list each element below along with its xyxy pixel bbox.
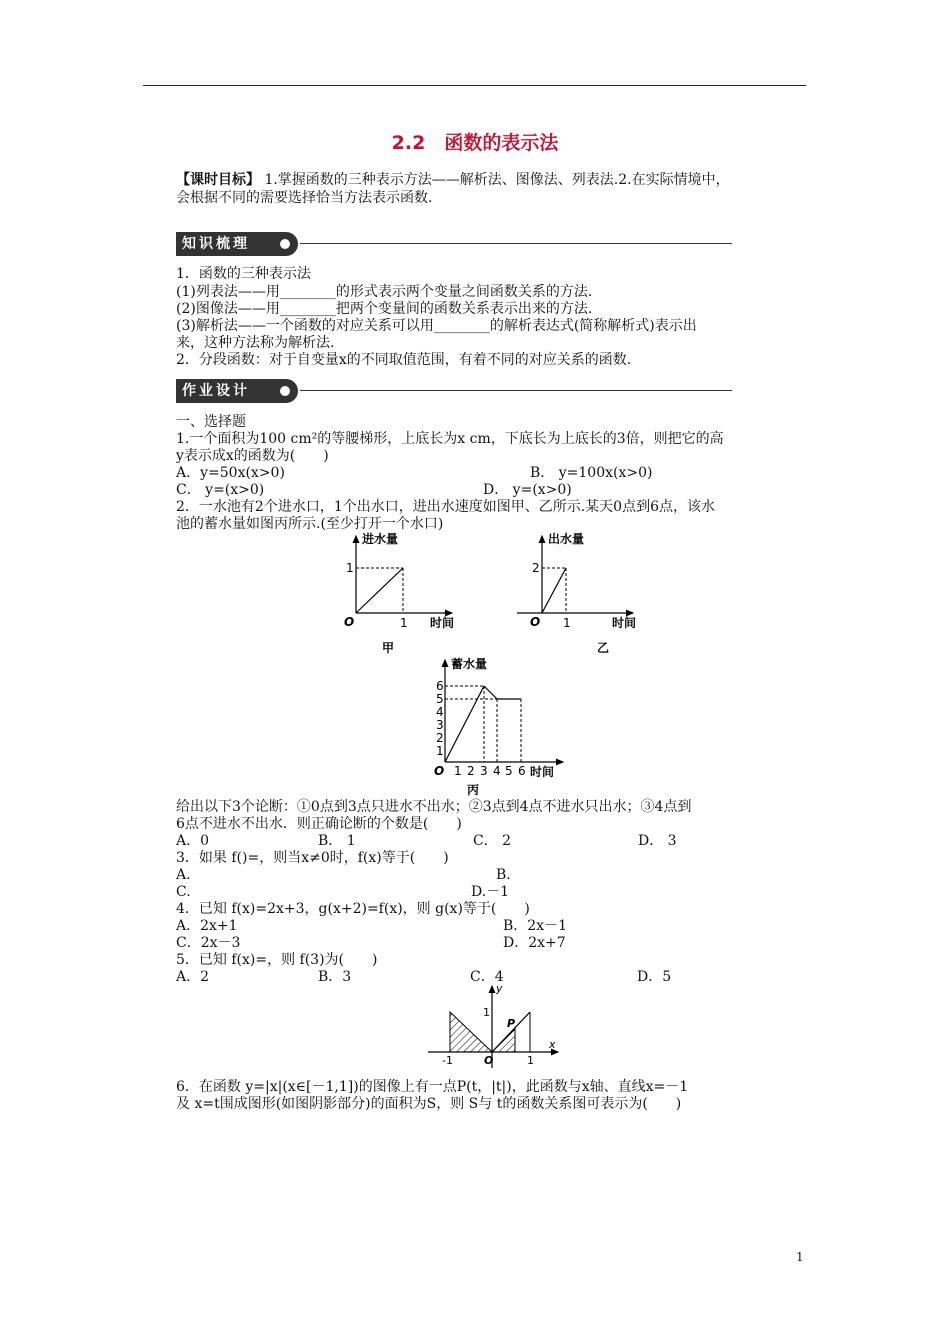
figure-bing	[405, 652, 565, 797]
objective-label: 【课时目标】	[176, 172, 260, 188]
y-tick-label: 4	[436, 705, 444, 719]
q4-option-c: C．2x－3	[176, 935, 241, 951]
q5-option-d: D．5	[637, 969, 672, 985]
question-group-header: 一、选择题	[176, 414, 246, 430]
q3-option-d: D.－1	[471, 884, 510, 900]
y-tick-label: 1	[346, 561, 354, 575]
origin-label: O	[530, 615, 541, 629]
q6-line-1: 6．在函数 y=|x|(x∈[－1,1])的图像上有一点P(t，|t|)，此函数与x轴、直线x=－1	[176, 1079, 689, 1095]
y-tick-label: 2	[436, 731, 444, 745]
x-axis-label: 时间	[612, 616, 637, 630]
page-number: 1	[796, 1250, 804, 1264]
origin-label: O	[344, 615, 355, 629]
q4-option-a: A．2x+1	[176, 918, 238, 934]
x-tick-label: 5	[505, 764, 513, 778]
x-axis-label: 时间	[530, 765, 555, 779]
rate-line	[542, 568, 566, 613]
q2-option-a: A．0	[176, 833, 210, 849]
q3-option-c: C.	[176, 884, 191, 900]
x-tick-label: -1	[442, 1054, 453, 1067]
q3-option-a: A.	[176, 867, 191, 883]
q2-option-c: C． 2	[473, 833, 512, 849]
x-axis-label: x	[549, 1038, 556, 1051]
q4-option-b: B．2x－1	[503, 918, 567, 934]
y-tick-label: 1	[483, 1006, 490, 1019]
knowledge-line: 1．函数的三种表示法	[176, 266, 311, 282]
x-tick-label: 2	[467, 764, 475, 778]
q1-option-b: B． y=100x(x>0)	[530, 465, 653, 481]
q3-option-b: B.	[496, 867, 511, 883]
knowledge-line: (3)解析法——一个函数的对应关系可以用________的解析表达式(简称解析式)表示出	[176, 318, 697, 334]
q1-line-2: y表示成x的函数为( )	[176, 448, 329, 464]
y-tick-label: 3	[436, 718, 444, 732]
section-dot-icon	[280, 239, 290, 249]
knowledge-line: 来，这种方法称为解析法.	[176, 335, 335, 351]
x-tick-label: 1	[563, 616, 571, 630]
q2-option-b: B． 1	[318, 833, 356, 849]
q1-option-a: A．y=50x(x>0)	[176, 465, 285, 481]
x-tick-label: 6	[518, 764, 526, 778]
section-title-homework: 作业设计	[176, 379, 298, 403]
objective-line-2: 会根据不同的需要选择恰当方法表示函数.	[176, 190, 433, 206]
q5-option-b: B．3	[318, 969, 352, 985]
section-rule	[300, 243, 732, 244]
section-rule	[300, 390, 732, 391]
figure-abs-value	[420, 982, 565, 1074]
y-tick-label: 5	[436, 692, 444, 706]
y-tick-label: 1	[436, 744, 444, 758]
q2-line-1: 2．一水池有2个进水口，1个出水口，进出水速度如图甲、乙所示.某天0点到6点，该水	[176, 499, 715, 515]
q5-option-a: A．2	[176, 969, 210, 985]
x-tick-label: 4	[493, 764, 501, 778]
section-title-knowledge: 知识梳理	[176, 232, 298, 256]
q2-line-3: 给出以下3个论断：①0点到3点只进水不出水；②3点到4点不进水只出水；③4点到	[176, 799, 692, 815]
q4-option-d: D．2x+7	[503, 935, 566, 951]
y-tick-label: 2	[532, 561, 540, 575]
q2-line-4: 6点不进水不出水．则正确论断的个数是( )	[176, 816, 462, 832]
q2-option-d: D． 3	[638, 833, 677, 849]
q6-line-2: 及 x=t围成图形(如图阴影部分)的面积为S，则 S与 t的函数关系图可表示为( )	[176, 1096, 682, 1112]
q2-line-2: 池的蓄水量如图丙所示.(至少打开一个水口)	[176, 516, 444, 532]
x-axis-label: 时间	[430, 616, 455, 630]
point-label: P	[507, 1017, 516, 1030]
figure-jia	[330, 530, 465, 660]
page-title: 2.2 函数的表示法	[391, 132, 559, 154]
origin-label: O	[484, 1054, 494, 1067]
figure-caption: 乙	[597, 641, 610, 655]
y-axis-label: y	[496, 982, 503, 995]
y-axis-label: 出水量	[548, 532, 585, 546]
storage-drop	[484, 686, 497, 699]
q4-line: 4．已知 f(x)=2x+3，g(x+2)=f(x)，则 g(x)等于( )	[176, 901, 530, 917]
q1-option-d: D． y=(x>0)	[483, 482, 572, 498]
knowledge-line: (2)图像法——用________把两个变量间的函数关系表示出来的方法.	[176, 301, 593, 317]
objective-text-1: 1.掌握函数的三种表示方法——解析法、图像法、列表法.2.在实际情境中，	[260, 172, 730, 188]
y-tick-label: 6	[436, 679, 444, 693]
q1-option-c: C． y=(x>0)	[176, 482, 265, 498]
x-tick-label: 1	[454, 764, 462, 778]
y-axis-label: 蓄水量	[451, 657, 488, 671]
knowledge-line: (1)列表法——用________的形式表示两个变量之间函数关系的方法.	[176, 284, 593, 300]
knowledge-line: 2．分段函数：对于自变量x的不同取值范围，有着不同的对应关系的函数.	[176, 352, 632, 368]
rate-line	[356, 568, 403, 613]
y-axis-label: 进水量	[362, 532, 399, 546]
figure-yi	[515, 530, 650, 660]
header-rule	[143, 85, 806, 86]
q5-option-c: C．4	[470, 969, 504, 985]
x-tick-label: 3	[480, 764, 488, 778]
origin-label: O	[434, 764, 445, 778]
x-tick-label: 1	[400, 616, 408, 630]
figure-caption: 丙	[467, 783, 480, 797]
section-dot-icon	[280, 386, 290, 396]
q5-line: 5．已知 f(x)=，则 f(3)为( )	[176, 952, 378, 968]
storage-rise	[445, 686, 484, 762]
q3-line: 3．如果 f()=，则当x≠0时，f(x)等于( )	[176, 850, 449, 866]
figure-caption: 甲	[382, 641, 395, 655]
x-tick-label: 1	[527, 1054, 534, 1067]
q1-line-1: 1.一个面积为100 cm²的等腰梯形，上底长为x cm，下底长为上底长的3倍，则把它的高	[176, 431, 724, 447]
objective-line-1	[176, 172, 730, 188]
